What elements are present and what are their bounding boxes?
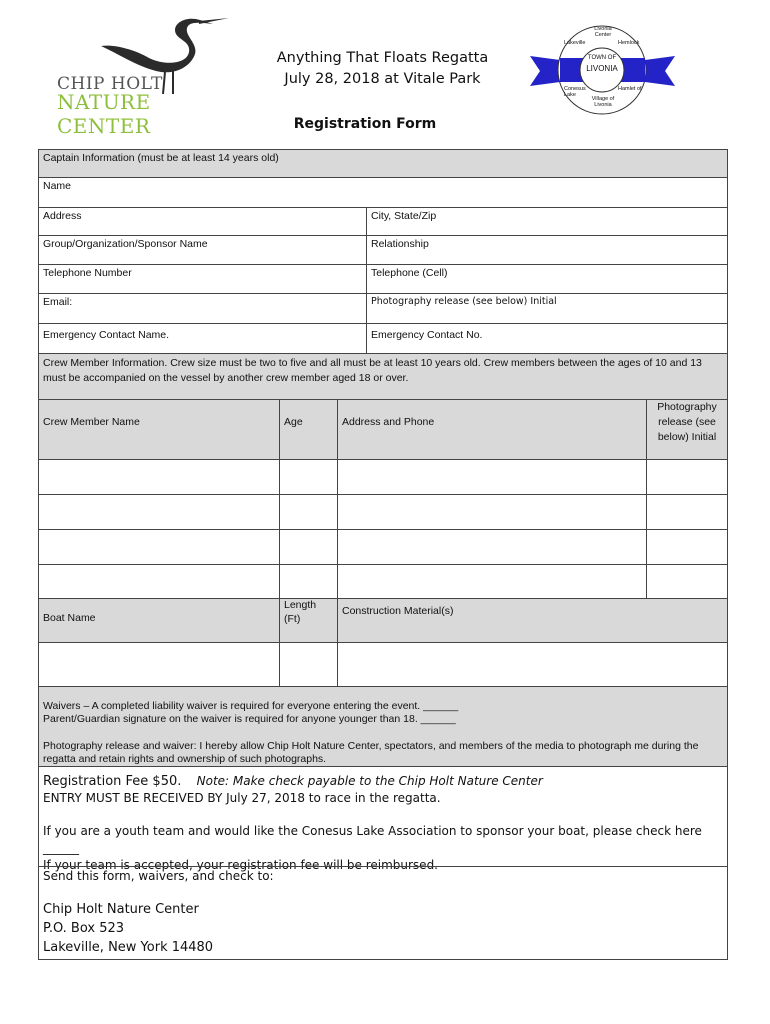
captain-cell-label: Telephone (Cell) bbox=[371, 267, 448, 279]
seal-bottom: Village of Livonia bbox=[591, 96, 615, 108]
boat-length-label: Length (Ft) bbox=[279, 598, 337, 642]
crew-col-address: Address and Phone bbox=[337, 399, 646, 459]
captain-section-label: Captain Information (must be at least 14 years old) bbox=[38, 149, 728, 177]
crew-col-name: Crew Member Name bbox=[38, 399, 279, 459]
crew-section-label: Crew Member Information. Crew size must be two to five and all must be at least 10 years old. Crew members between the ages of 10 and 13 must be accompanied on the vessel by another crew member aged 18 or over. bbox=[38, 353, 728, 399]
chip-holt-logo bbox=[55, 14, 245, 138]
emergency-name-label: Emergency Contact Name. bbox=[43, 329, 170, 341]
send-box: P.O. Box 523 bbox=[43, 921, 125, 936]
captain-relationship-label: Relationship bbox=[371, 238, 429, 250]
boat-material-label: Construction Material(s) bbox=[337, 598, 728, 642]
event-date: July 28, 2018 at Vitale Park bbox=[284, 71, 481, 87]
captain-name-label: Name bbox=[43, 180, 72, 192]
fee-text: Registration Fee $50. bbox=[43, 774, 182, 789]
captain-photo-release-label: Photography release (see below) Initial bbox=[371, 296, 557, 307]
captain-address-label: Address bbox=[43, 210, 82, 222]
seal-center-top: TOWN OF bbox=[587, 55, 617, 61]
seal-center-main: LIVONIA bbox=[586, 64, 618, 73]
form-title: Registration Form bbox=[293, 116, 437, 132]
waiver-line2: Parent/Guardian signature on the waiver is required for anyone younger than 18. ______ bbox=[43, 713, 456, 725]
seal-left-bottom: Conesus Lake bbox=[564, 86, 586, 98]
emergency-no-label: Emergency Contact No. bbox=[371, 329, 483, 341]
captain-city-label: City, State/Zip bbox=[371, 210, 437, 222]
table-grid bbox=[38, 149, 728, 960]
logo-line1: CHIP HOLT bbox=[57, 74, 163, 94]
seal-right-bottom: Hamlet of bbox=[618, 86, 642, 92]
youth-line2: If your team is accepted, your registration fee will be reimbursed. bbox=[43, 858, 438, 872]
send-label: Send this form, waivers, and check to: bbox=[43, 869, 274, 883]
send-org: Chip Holt Nature Center bbox=[43, 902, 199, 917]
waiver-photo-release: Photography release and waiver: I hereby allow Chip Holt Nature Center, spectators, and members of the media to photograph me during the regatta and retain rights and ownership of such photographs. bbox=[43, 740, 699, 765]
crew-col-age: Age bbox=[279, 399, 337, 459]
captain-telephone-label: Telephone Number bbox=[43, 267, 132, 279]
town-seal bbox=[530, 24, 675, 116]
send-city: Lakeville, New York 14480 bbox=[43, 940, 214, 955]
waiver-line1: Waivers – A completed liability waiver is required for everyone entering the event. ______ bbox=[43, 700, 459, 712]
logo-line2: NATURE CENTER bbox=[57, 90, 151, 138]
registration-form bbox=[38, 149, 728, 960]
event-title: Anything That Floats Regatta bbox=[276, 50, 489, 66]
captain-email-label: Email: bbox=[43, 296, 73, 308]
seal-left-top: Lakeville bbox=[564, 40, 586, 46]
seal-right-top: Hemlock bbox=[618, 40, 640, 46]
fee-deadline: ENTRY MUST BE RECEIVED BY July 27, 2018 to race in the regatta. bbox=[43, 791, 441, 805]
crew-col-photo: Photography release (see below) Initial bbox=[646, 399, 728, 459]
youth-line1: If you are a youth team and would like the Conesus Lake Association to sponsor your boat, please check here ______ bbox=[43, 824, 702, 855]
boat-name-label: Boat Name bbox=[38, 598, 279, 642]
fee-note: Note: Make check payable to the Chip Holt Nature Center bbox=[196, 774, 543, 788]
captain-group-label: Group/Organization/Sponsor Name bbox=[43, 238, 208, 250]
seal-top: Livonia Center bbox=[594, 26, 612, 38]
